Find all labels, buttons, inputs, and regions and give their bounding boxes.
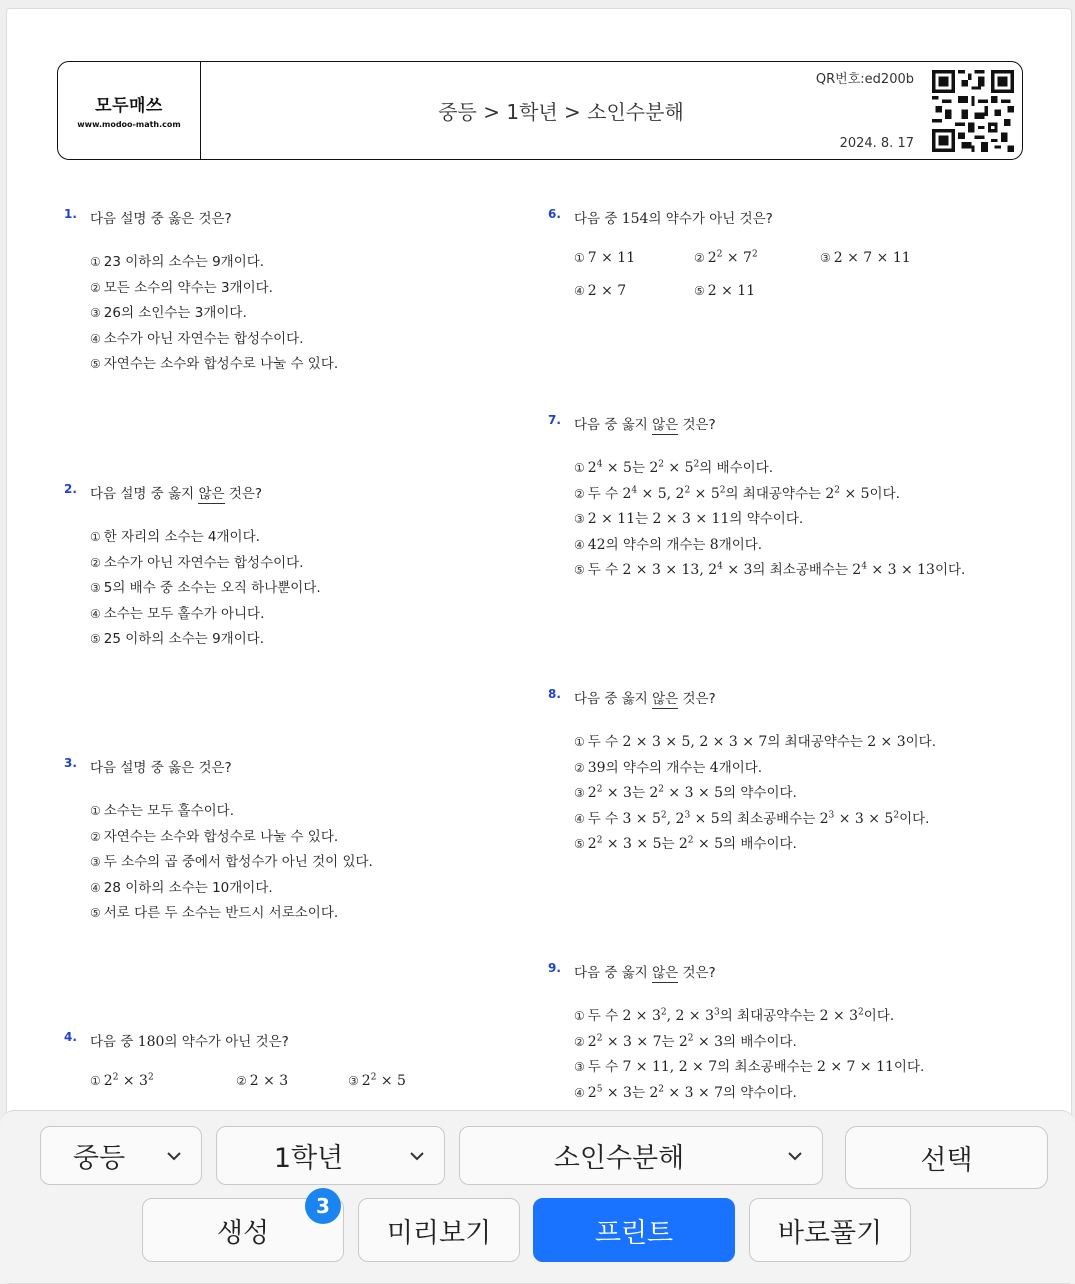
qr-number: QR번호:ed200b (815, 72, 914, 87)
question-number: 8. (548, 687, 561, 701)
choice-1[interactable]: ① $2^2 \times 3^2$ (90, 1072, 154, 1089)
generate-count-badge: 3 (305, 1188, 341, 1224)
question-7 (548, 413, 1028, 584)
grade-select[interactable]: 1학년 (216, 1126, 445, 1185)
choice-5[interactable]: ⑤ 두 수 2 × 3 × 13, $2^4 \times 3$의 최소공배수는 $2^4 \times 3 \times 13$이다. (574, 561, 966, 578)
question-number: 3. (64, 756, 77, 770)
choice-1[interactable]: ① 두 수 2 × 3 × 5, 2 × 3 × 7의 최대공약수는 2 × 3이다. (574, 734, 937, 750)
worksheet-date: 2024. 8. 17 (839, 136, 914, 151)
choose-button[interactable]: 선택 (845, 1126, 1048, 1189)
question-stem: 다음 설명 중 옳은 것은? (90, 211, 232, 227)
print-button[interactable]: 프린트 (533, 1198, 735, 1262)
question-number: 2. (64, 482, 77, 496)
choice-3[interactable]: ③ 두 수 7 × 11, 2 × 7의 최소공배수는 2 × 7 × 11이다. (574, 1059, 925, 1075)
question-stem: 다음 중 154의 약수가 아닌 것은? (574, 211, 773, 227)
qr-code-icon (932, 70, 1014, 152)
choice-list (90, 799, 504, 927)
choice-1[interactable]: ① 23 이하의 소수는 9개이다. (90, 254, 265, 270)
choice-2[interactable]: ② $2^2 \times 7^2$ (694, 249, 758, 266)
choice-3[interactable]: ③ 두 소수의 곱 중에서 합성수가 아닌 것이 있다. (90, 854, 373, 870)
choice-1[interactable]: ① $2^4 \times 5$는 $2^2 \times 5^2$의 배수이다. (574, 459, 774, 476)
worksheet-page (6, 8, 1072, 1284)
choice-3[interactable]: ③ 2 × 7 × 11 (820, 250, 911, 266)
logo-name: 모두매쓰 (95, 96, 163, 116)
chevron-down-icon (408, 1147, 426, 1165)
choice-4[interactable]: ④ 두 수 $3 \times 5^2$, $2^3 \times 5$의 최소공배수는 $2^3 \times 3 \times 5^2$이다. (574, 809, 930, 827)
choice-3[interactable]: ③ 2 × 11는 2 × 3 × 11의 약수이다. (574, 511, 804, 527)
choice-2[interactable]: ② 자연수는 소수와 합성수로 나눌 수 있다. (90, 828, 339, 845)
choice-2[interactable]: ② $2^2 \times 3 \times 7$는 $2^2 \times 3$의 배수이다. (574, 1032, 797, 1050)
question-3 (64, 756, 504, 927)
choice-5[interactable]: ⑤ 2 × 11 (694, 283, 756, 299)
question-4 (64, 1030, 504, 1089)
choice-1[interactable]: ① 7 × 11 (574, 250, 636, 266)
question-2 (64, 482, 504, 653)
chevron-down-icon (786, 1147, 804, 1165)
choice-4[interactable]: ④ 42의 약수의 개수는 8개이다. (574, 536, 763, 553)
question-number: 6. (548, 207, 561, 221)
choice-2[interactable]: ② 39의 약수의 개수는 4개이다. (574, 759, 763, 776)
choice-1[interactable]: ① 두 수 $2 \times 3^2$, $2 \times 3^3$의 최대공약수는 $2 \times 3^2$이다. (574, 1007, 895, 1024)
choice-list (90, 525, 504, 653)
logo-url: www.modoo-math.com (77, 120, 181, 129)
generate-button[interactable]: 생성 (142, 1198, 344, 1262)
choice-3[interactable]: ③ 26의 소인수는 3개이다. (90, 305, 247, 321)
choice-4[interactable]: ④ 소수는 모두 홀수가 아니다. (90, 605, 265, 622)
choice-3[interactable]: ③ 5의 배수 중 소수는 오직 하나뿐이다. (90, 580, 321, 596)
question-stem: 다음 중 옳지 않은 것은? (574, 965, 716, 981)
choice-2[interactable]: ② 소수가 아닌 자연수는 합성수이다. (90, 554, 304, 571)
worksheet-header (57, 61, 1023, 160)
question-number: 4. (64, 1030, 77, 1044)
choice-5[interactable]: ⑤ 자연수는 소수와 합성수로 나눌 수 있다. (90, 356, 339, 372)
question-6 (548, 207, 1028, 299)
solve-now-button[interactable]: 바로풀기 (749, 1198, 911, 1262)
question-stem: 다음 설명 중 옳은 것은? (90, 760, 232, 776)
question-stem: 다음 중 옳지 않은 것은? (574, 417, 716, 433)
level-select[interactable]: 중등 (40, 1126, 202, 1185)
choice-list (574, 730, 1028, 858)
choice-4[interactable]: ④ 2 × 7 (574, 283, 627, 299)
choice-1[interactable]: ① 한 자리의 소수는 4개이다. (90, 529, 260, 545)
brand-logo (58, 62, 201, 159)
choice-4[interactable]: ④ 소수가 아닌 자연수는 합성수이다. (90, 330, 304, 347)
preview-button[interactable]: 미리보기 (358, 1198, 520, 1262)
question-stem: 다음 설명 중 옳지 않은 것은? (90, 486, 263, 502)
choice-2[interactable]: ② 두 수 $2^4 \times 5$, $2^2 \times 5^2$의 최대공약수는 $2^2 \times 5$이다. (574, 484, 900, 502)
question-9 (548, 961, 1028, 1106)
choice-3[interactable]: ③ $2^2 \times 5$ (348, 1072, 406, 1089)
question-number: 1. (64, 207, 77, 221)
chevron-down-icon (165, 1147, 183, 1165)
question-number: 7. (548, 413, 561, 427)
question-stem: 다음 중 옳지 않은 것은? (574, 691, 716, 707)
question-stem: 다음 중 180의 약수가 아닌 것은? (90, 1034, 289, 1050)
choice-2[interactable]: ② 모든 소수의 약수는 3개이다. (90, 279, 273, 296)
breadcrumb: 중등 > 1학년 > 소인수분해 (438, 100, 684, 124)
choice-list (90, 250, 504, 378)
choice-5[interactable]: ⑤ $2^2 \times 3 \times 5$는 $2^2 \times 5$의 배수이다. (574, 835, 797, 852)
choice-3[interactable]: ③ $2^2 \times 3$는 $2^2 \times 3 \times 5$의 약수이다. (574, 784, 797, 801)
choice-4[interactable]: ④ $2^5 \times 3$는 $2^2 \times 3 \times 7$의 약수이다. (574, 1083, 797, 1101)
choice-5[interactable]: ⑤ 서로 다른 두 소수는 반드시 서로소이다. (90, 905, 339, 921)
unit-select[interactable]: 소인수분해 (459, 1126, 823, 1185)
choice-1[interactable]: ① 소수는 모두 홀수이다. (90, 803, 235, 819)
question-1 (64, 207, 504, 378)
choice-2[interactable]: ② 2 × 3 (236, 1073, 289, 1089)
choice-5[interactable]: ⑤ 25 이하의 소수는 9개이다. (90, 631, 265, 647)
choice-4[interactable]: ④ 28 이하의 소수는 10개이다. (90, 879, 273, 896)
question-number: 9. (548, 961, 561, 975)
choice-list (574, 456, 1028, 584)
choice-list (574, 1004, 1028, 1106)
question-8 (548, 687, 1028, 858)
